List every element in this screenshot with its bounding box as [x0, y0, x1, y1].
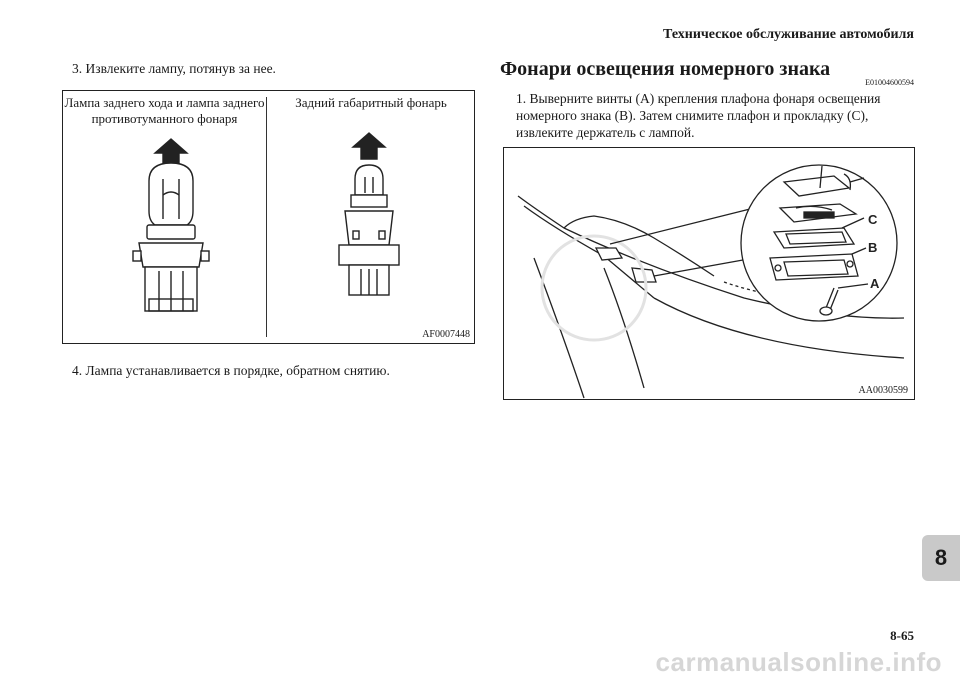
- lens-b-icon: [770, 254, 858, 280]
- page-number: 8-65: [890, 628, 914, 643]
- license-lamp-figure: [503, 147, 915, 400]
- bulb-figure: [62, 90, 475, 344]
- step-3-text: 3. Извлеките лампу, потянув за нее.: [72, 61, 276, 76]
- chapter-tab: 8: [922, 535, 960, 581]
- figure-caption-left: Лампа заднего хода и лампа заднего противотуманного фонаря: [64, 95, 265, 126]
- label-a: A: [870, 276, 880, 291]
- step-1-text: 1. Выверните винты (A) крепления плафона фонаря освещения номерного знака (B). Затем снимите плафон и прокладку (C), извлеките держатель с лампой.: [516, 91, 881, 140]
- page-header-title: Техническое обслуживание автомобиля: [663, 27, 914, 42]
- bulb-illustrations: [63, 91, 474, 343]
- label-b: B: [868, 240, 878, 255]
- license-lamp-illustration: [504, 148, 914, 399]
- label-c: C: [868, 212, 878, 227]
- pull-arrow-left-icon: [155, 139, 187, 165]
- license-lamp-housing-icon: [596, 248, 656, 282]
- figure-id: AF0007448: [422, 329, 470, 340]
- section-code: E01004600594: [865, 78, 914, 87]
- figure-id: AA0030599: [858, 385, 908, 396]
- watermark: carmanualsonline.info: [655, 647, 942, 677]
- wedge-bulb-large-icon: [133, 163, 209, 311]
- wedge-bulb-small-icon: [339, 165, 399, 295]
- figure-caption-right: Задний габаритный фонарь: [295, 95, 447, 110]
- gasket-c-icon: [774, 228, 854, 248]
- step-4-text: 4. Лампа устанавливается в порядке, обратном снятию.: [72, 363, 390, 378]
- pull-arrow-right-icon: [353, 133, 385, 159]
- section-title: Фонари освещения номерного знака: [500, 58, 831, 80]
